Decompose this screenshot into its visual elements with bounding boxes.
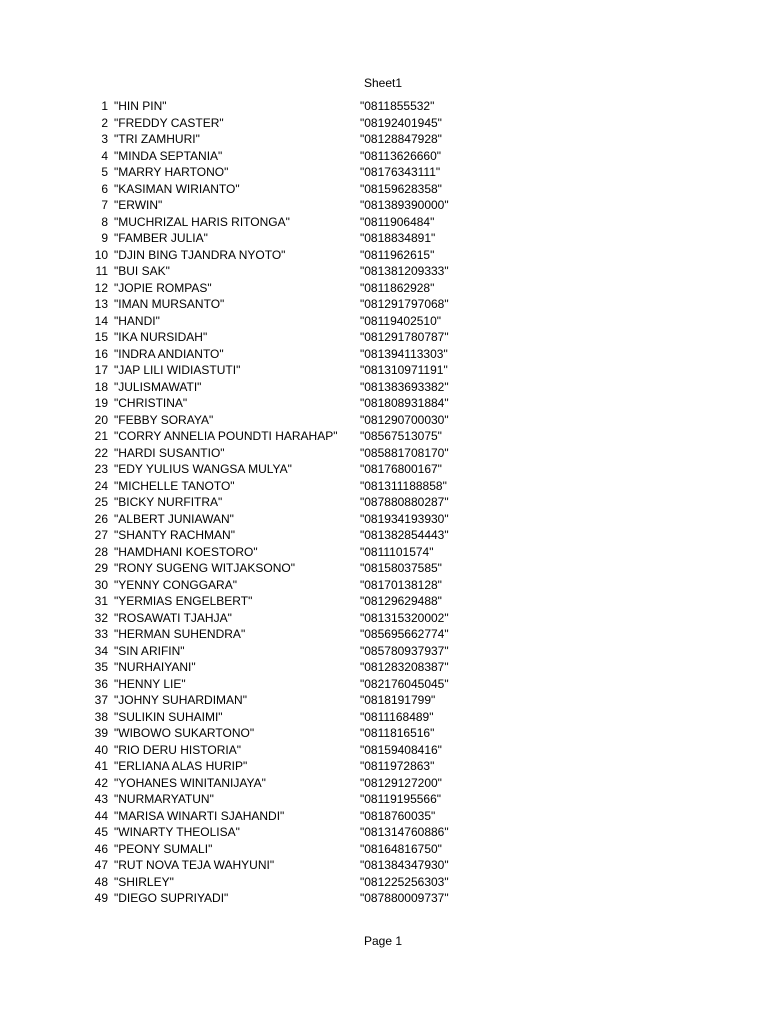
contact-name: "MICHELLE TANOTO" xyxy=(114,478,235,493)
contact-phone: "085881708170" xyxy=(360,445,449,460)
contact-name: "TRI ZAMHURI" xyxy=(114,132,200,146)
contact-phone: "08567513075" xyxy=(360,429,442,443)
contact-name: "JAP LILI WIDIASTUTI" xyxy=(114,363,241,377)
contact-name: "INDRA ANDIANTO" xyxy=(114,346,224,361)
contact-name: "FAMBER JULIA" xyxy=(114,231,208,245)
contact-name: "YENNY CONGGARA" xyxy=(114,577,237,592)
contact-phone: "08176343111" xyxy=(360,165,441,179)
contact-name: "YERMIAS ENGELBERT" xyxy=(114,594,253,608)
contact-phone: "0811862928" xyxy=(360,280,435,295)
list-item xyxy=(80,329,480,346)
contact-name: "RUT NOVA TEJA WAHYUNI" xyxy=(114,858,275,872)
list-item xyxy=(80,296,480,313)
list-item xyxy=(80,395,480,412)
row-number: 28 xyxy=(94,544,108,559)
contact-phone: "08159408416" xyxy=(360,742,442,757)
list-item xyxy=(80,263,480,280)
contact-phone: "0811816516" xyxy=(360,726,435,740)
contact-name: "YOHANES WINITANIJAYA" xyxy=(114,775,266,790)
row-number: 46 xyxy=(94,841,108,856)
contact-name: "RIO DERU HISTORIA" xyxy=(114,742,241,757)
contact-phone: "08176800167" xyxy=(360,462,442,476)
row-number: 34 xyxy=(94,643,108,658)
contact-list xyxy=(80,98,480,907)
row-number: 10 xyxy=(94,247,108,262)
list-item xyxy=(80,164,480,181)
contact-name: "BUI SAK" xyxy=(114,264,170,278)
row-number: 44 xyxy=(94,808,108,823)
list-item xyxy=(80,626,480,643)
contact-name: "NURMARYATUN" xyxy=(114,792,214,806)
row-number: 3 xyxy=(101,132,108,146)
contact-phone: "0811972863" xyxy=(360,759,435,773)
contact-phone: "0818834891" xyxy=(360,231,436,245)
row-number: 36 xyxy=(94,676,108,691)
contact-phone: "081314760886" xyxy=(360,825,449,839)
contact-phone: "081394113303" xyxy=(360,346,448,361)
contact-phone: "08159628358" xyxy=(360,181,442,196)
contact-phone: "08128847928" xyxy=(360,132,442,146)
contact-name: "WINARTY THEOLISA" xyxy=(114,825,240,839)
contact-name: "DJIN BING TJANDRA NYOTO" xyxy=(114,247,286,262)
contact-phone: "08158037585" xyxy=(360,561,442,575)
contact-name: "MARRY HARTONO" xyxy=(114,165,229,179)
list-item xyxy=(80,98,480,115)
row-number: 2 xyxy=(101,115,108,130)
contact-name: "JOHNY SUHARDIMAN" xyxy=(114,693,247,707)
list-item xyxy=(80,824,480,841)
contact-phone: "087880880287" xyxy=(360,495,449,509)
contact-phone: "081383693382" xyxy=(360,379,449,394)
contact-phone: "08113626660" xyxy=(360,148,442,163)
contact-phone: "081311188858" xyxy=(360,478,447,493)
row-number: 12 xyxy=(94,280,108,295)
row-number: 41 xyxy=(94,759,108,773)
contact-name: "ERWIN" xyxy=(114,198,163,212)
row-number: 13 xyxy=(94,297,108,311)
contact-name: "ALBERT JUNIAWAN" xyxy=(114,511,234,526)
list-item xyxy=(80,758,480,775)
list-item xyxy=(80,742,480,759)
list-item xyxy=(80,247,480,264)
row-number: 48 xyxy=(94,874,108,889)
contact-name: "KASIMAN WIRIANTO" xyxy=(114,181,240,196)
contact-name: "SHIRLEY" xyxy=(114,874,174,889)
list-item xyxy=(80,478,480,495)
contact-phone: "0811855532" xyxy=(360,99,435,113)
contact-phone: "0811906484" xyxy=(360,214,435,229)
contact-name: "EDY YULIUS WANGSA MULYA" xyxy=(114,462,292,476)
list-item xyxy=(80,709,480,726)
list-item xyxy=(80,428,480,445)
contact-name: "HARDI SUSANTIO" xyxy=(114,445,225,460)
list-item xyxy=(80,148,480,165)
list-item xyxy=(80,412,480,429)
list-item xyxy=(80,659,480,676)
sheet-title: Sheet1 xyxy=(364,76,403,90)
list-item xyxy=(80,346,480,363)
row-number: 20 xyxy=(94,412,108,427)
row-number: 22 xyxy=(94,445,108,460)
row-number: 25 xyxy=(94,495,108,509)
contact-name: "IMAN MURSANTO" xyxy=(114,297,225,311)
contact-phone: "082176045045" xyxy=(360,676,449,691)
list-item xyxy=(80,181,480,198)
contact-name: "BICKY NURFITRA" xyxy=(114,495,223,509)
contact-phone: "081389390000" xyxy=(360,198,449,212)
row-number: 4 xyxy=(101,148,108,163)
row-number: 16 xyxy=(94,346,108,361)
list-item xyxy=(80,577,480,594)
list-item xyxy=(80,511,480,528)
contact-phone: "081225256303" xyxy=(360,874,449,889)
contact-name: "ERLIANA ALAS HURIP" xyxy=(114,759,248,773)
row-number: 6 xyxy=(101,181,108,196)
row-number: 39 xyxy=(94,726,108,740)
contact-phone: "08129127200" xyxy=(360,775,442,790)
list-item xyxy=(80,280,480,297)
row-number: 30 xyxy=(94,577,108,592)
list-item xyxy=(80,874,480,891)
page-number: Page 1 xyxy=(364,934,403,948)
contact-name: "RONY SUGENG WITJAKSONO" xyxy=(114,561,295,575)
contact-phone: "08192401945" xyxy=(360,115,442,130)
list-item xyxy=(80,791,480,808)
contact-name: "HANDI" xyxy=(114,313,160,328)
row-number: 31 xyxy=(94,594,108,608)
row-number: 35 xyxy=(94,660,108,674)
contact-name: "HENNY LIE" xyxy=(114,676,186,691)
contact-name: "MINDA SEPTANIA" xyxy=(114,148,223,163)
contact-phone: "0818760035" xyxy=(360,808,436,823)
contact-name: "MUCHRIZAL HARIS RITONGA" xyxy=(114,214,290,229)
list-item xyxy=(80,115,480,132)
row-number: 18 xyxy=(94,379,108,394)
contact-phone: "081808931884" xyxy=(360,396,449,410)
list-item xyxy=(80,494,480,511)
contact-phone: "081315320002" xyxy=(360,610,449,625)
contact-phone: "0811168489" xyxy=(360,709,434,724)
contact-name: "HIN PIN" xyxy=(114,99,167,113)
list-item xyxy=(80,461,480,478)
row-number: 26 xyxy=(94,511,108,526)
row-number: 42 xyxy=(94,775,108,790)
row-number: 27 xyxy=(94,528,108,542)
contact-phone: "085780937937" xyxy=(360,643,449,658)
list-item xyxy=(80,841,480,858)
list-item xyxy=(80,725,480,742)
row-number: 23 xyxy=(94,462,108,476)
list-item xyxy=(80,610,480,627)
contact-name: "JOPIE ROMPAS" xyxy=(114,280,212,295)
list-item xyxy=(80,230,480,247)
row-number: 49 xyxy=(94,891,108,905)
contact-phone: "081291797068" xyxy=(360,297,449,311)
contact-name: "CHRISTINA" xyxy=(114,396,188,410)
contact-phone: "081283208387" xyxy=(360,660,449,674)
list-item xyxy=(80,775,480,792)
contact-name: "IKA NURSIDAH" xyxy=(114,330,208,344)
row-number: 11 xyxy=(95,264,108,278)
contact-name: "NURHAIYANI" xyxy=(114,660,196,674)
list-item xyxy=(80,131,480,148)
row-number: 40 xyxy=(94,742,108,757)
contact-phone: "0811962615" xyxy=(360,247,435,262)
row-number: 33 xyxy=(94,627,108,641)
contact-name: "WIBOWO SUKARTONO" xyxy=(114,726,255,740)
row-number: 29 xyxy=(94,561,108,575)
row-number: 32 xyxy=(94,610,108,625)
list-item xyxy=(80,692,480,709)
contact-name: "SIN ARIFIN" xyxy=(114,643,185,658)
contact-phone: "08164816750" xyxy=(360,841,442,856)
contact-name: "HERMAN SUHENDRA" xyxy=(114,627,246,641)
list-item xyxy=(80,379,480,396)
contact-name: "FREDDY CASTER" xyxy=(114,115,224,130)
contact-name: "PEONY SUMALI" xyxy=(114,841,213,856)
list-item xyxy=(80,808,480,825)
contact-phone: "081384347930" xyxy=(360,858,449,872)
row-number: 1 xyxy=(101,99,108,113)
contact-phone: "0818191799" xyxy=(360,693,436,707)
row-number: 5 xyxy=(101,165,108,179)
contact-phone: "081291780787" xyxy=(360,330,449,344)
contact-phone: "08119195566" xyxy=(360,792,442,806)
row-number: 15 xyxy=(94,330,108,344)
contact-phone: "08129629488" xyxy=(360,594,442,608)
row-number: 24 xyxy=(94,478,108,493)
list-item xyxy=(80,676,480,693)
list-item xyxy=(80,527,480,544)
row-number: 17 xyxy=(94,363,108,377)
row-number: 47 xyxy=(94,858,108,872)
row-number: 14 xyxy=(94,313,108,328)
list-item xyxy=(80,313,480,330)
list-item xyxy=(80,214,480,231)
list-item xyxy=(80,890,480,907)
row-number: 45 xyxy=(94,825,108,839)
list-item xyxy=(80,445,480,462)
row-number: 7 xyxy=(101,198,108,212)
row-number: 19 xyxy=(94,396,108,410)
contact-phone: "081310971191" xyxy=(360,363,448,377)
row-number: 21 xyxy=(94,429,108,443)
contact-phone: "081382854443" xyxy=(360,528,449,542)
contact-name: "SULIKIN SUHAIMI" xyxy=(114,709,223,724)
contact-phone: "085695662774" xyxy=(360,627,449,641)
row-number: 9 xyxy=(101,231,108,245)
row-number: 37 xyxy=(94,693,108,707)
contact-name: "JULISMAWATI" xyxy=(114,379,202,394)
list-item xyxy=(80,593,480,610)
contact-phone: "081290700030" xyxy=(360,412,449,427)
list-item xyxy=(80,362,480,379)
contact-phone: "081381209333" xyxy=(360,264,449,278)
list-item xyxy=(80,560,480,577)
contact-phone: "08170138128" xyxy=(360,577,442,592)
list-item xyxy=(80,857,480,874)
contact-phone: "0811101574" xyxy=(360,544,434,559)
row-number: 43 xyxy=(94,792,108,806)
row-number: 38 xyxy=(94,709,108,724)
contact-phone: "08119402510" xyxy=(360,313,442,328)
contact-name: "MARISA WINARTI SJAHANDI" xyxy=(114,808,285,823)
list-item xyxy=(80,197,480,214)
contact-phone: "081934193930" xyxy=(360,511,449,526)
contact-name: "DIEGO SUPRIYADI" xyxy=(114,891,229,905)
list-item xyxy=(80,643,480,660)
list-item xyxy=(80,544,480,561)
contact-name: "FEBBY SORAYA" xyxy=(114,412,214,427)
contact-name: "HAMDHANI KOESTORO" xyxy=(114,544,258,559)
row-number: 8 xyxy=(101,214,108,229)
contact-name: "SHANTY RACHMAN" xyxy=(114,528,235,542)
contact-name: "ROSAWATI TJAHJA" xyxy=(114,610,232,625)
contact-name: "CORRY ANNELIA POUNDTI HARAHAP" xyxy=(114,429,338,443)
contact-phone: "087880009737" xyxy=(360,891,449,905)
